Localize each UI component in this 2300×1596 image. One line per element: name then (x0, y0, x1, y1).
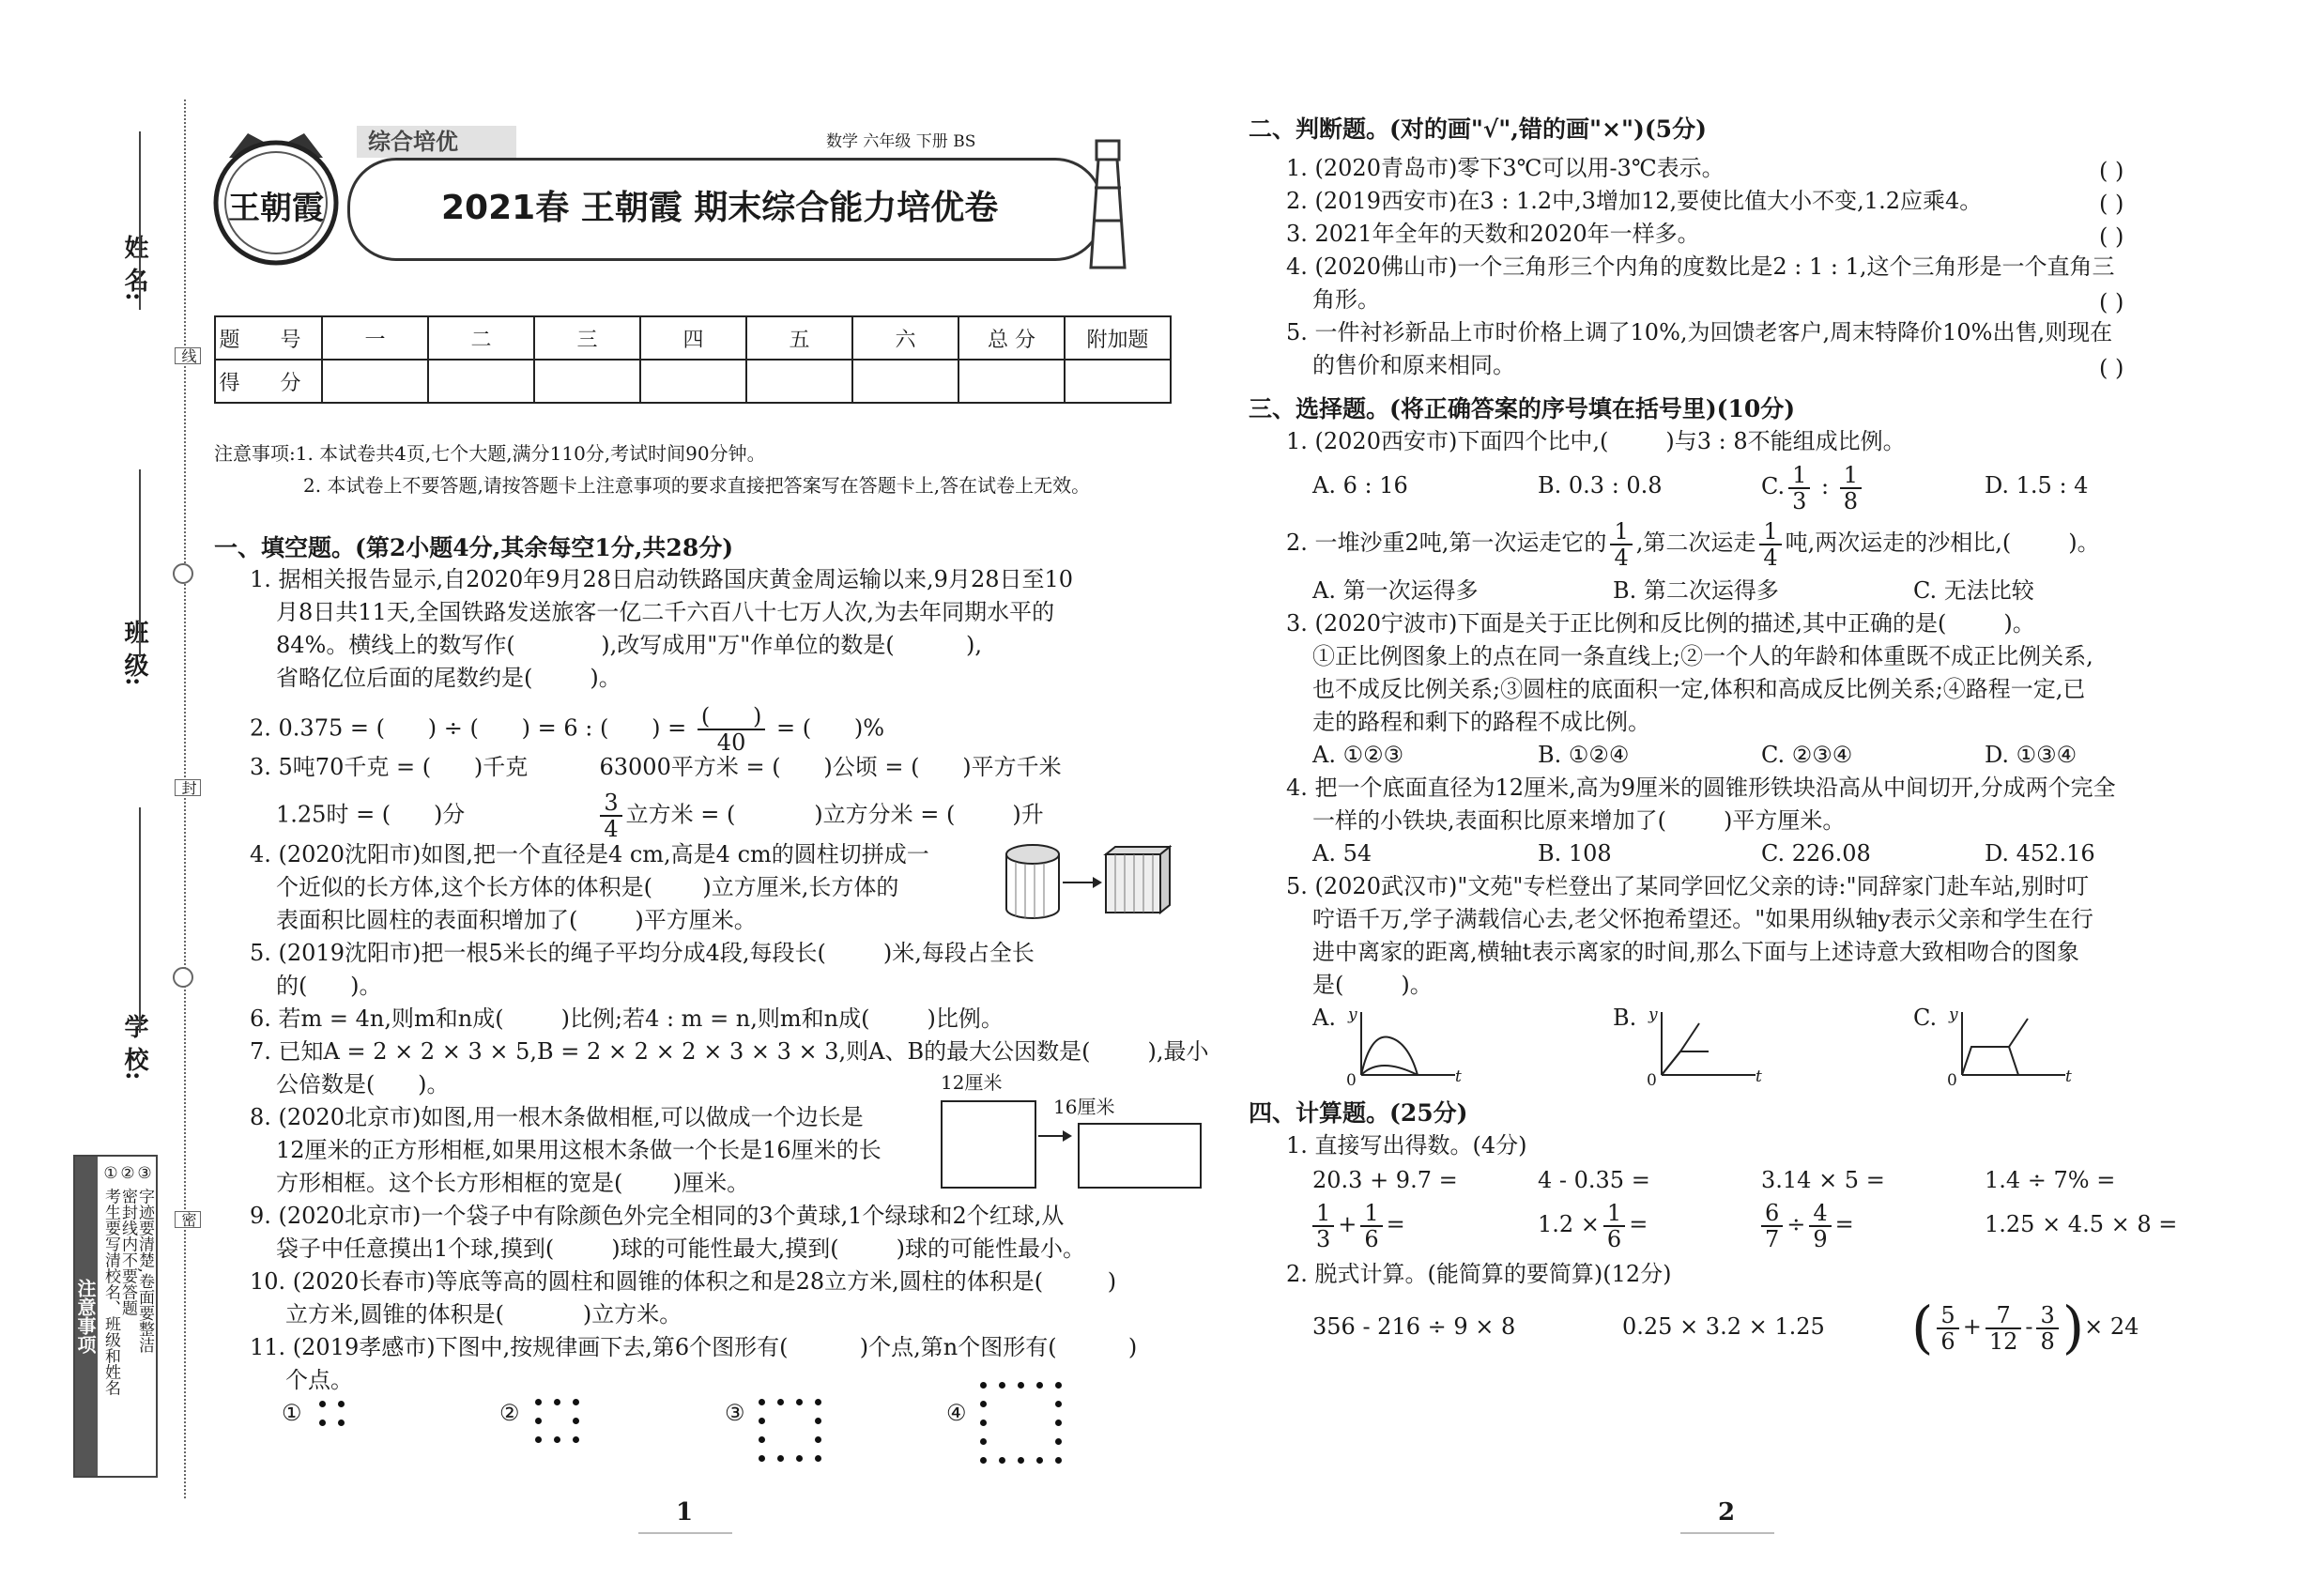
s2-q4-b: 角形。 (1312, 286, 1380, 313)
class-label: 班 级: (120, 620, 148, 686)
frac-num: 7 (1986, 1303, 2022, 1329)
s3-q1-optC-label: C. (1761, 473, 1786, 499)
frac-num: 1 (1610, 519, 1632, 545)
s3-q4-optD[interactable]: D. 452.16 (1985, 840, 2095, 867)
section2-title: 二、判断题。(对的画"√",错的画"×")(5分) (1249, 115, 1707, 143)
axis-t-label: t (1455, 1067, 1462, 1086)
frac (1937, 1303, 1958, 1354)
seal-mark-xian: 线 (175, 347, 201, 364)
eq: = (1834, 1211, 1854, 1237)
expr-1: 356 - 216 ÷ 9 × 8 (1312, 1313, 1516, 1340)
seal-mark-feng: 封 (175, 779, 201, 796)
axis-y-label: y (1949, 1005, 1958, 1024)
s3-q2-frac1 (1610, 519, 1632, 570)
eq: = (1629, 1211, 1648, 1237)
q8-line-b: 12厘米的正方形相框,如果用这根木条做一个长是16厘米的长 (276, 1137, 882, 1163)
frac-num: 1 (1759, 519, 1781, 545)
q8-line-a: 8. (2020北京市)如图,用一根木条做相框,可以做成一个边长是 (250, 1104, 864, 1130)
axis-origin-label: 0 (1947, 1071, 1957, 1090)
frac-num: 1 (1788, 463, 1810, 489)
section4-title: 四、计算题。(25分) (1249, 1099, 1468, 1127)
seal-mark-mi: 密 (175, 1211, 201, 1228)
score-cell: 题 号 (215, 316, 322, 360)
score-cell: 一 (322, 316, 428, 360)
calc-8: 1.25 × 4.5 × 8 = (1985, 1211, 2178, 1237)
q11-line-b: 个点。 (285, 1367, 353, 1393)
s3-q1-optC[interactable]: C. $\frac{1}{3}$ : $\frac{1}{8}$ (1761, 460, 1865, 514)
s3-q5-c: 进中离家的距离,横轴t表示离家的时间,那么下面与上述诗意大致相吻合的图象 (1312, 939, 2079, 965)
s3-q3-optD[interactable]: D. ①③④ (1985, 742, 2078, 768)
punch-hole-2 (173, 967, 193, 988)
s2-q5-b: 的售价和原来相同。 (1312, 352, 1515, 378)
score-cell: 三 (534, 316, 640, 360)
q3-line-b (276, 790, 1044, 841)
frac-den: 6 (1606, 1225, 1622, 1252)
q8-square (941, 1100, 1036, 1189)
s3-q3-optC[interactable]: C. ②③④ (1761, 742, 1853, 768)
calc-7 (1757, 1198, 1854, 1251)
s3-q2-text-b: ,第二次运走 (1635, 529, 1756, 556)
score-cell: 总 分 (958, 316, 1065, 360)
score-cell: 附加题 (1065, 316, 1171, 360)
calc-6 (1538, 1198, 1648, 1251)
q8-label-square: 12厘米 (941, 1071, 1003, 1094)
s2-q2: 2. (2019西安市)在3 : 1.2中,3增加12,要使比值大小不变,1.2应乘4。 (1286, 188, 1983, 214)
calc-6-text: 1.2 × (1538, 1211, 1600, 1237)
q2-frac-den: 40 (716, 729, 746, 756)
q4-line-b: 个近似的长方体,这个长方体的体积是( )立方厘米,长方体的 (276, 874, 899, 900)
section3-title: 三、选择题。(将正确答案的序号填在括号里)(10分) (1249, 395, 1796, 422)
score-input[interactable] (534, 360, 640, 403)
calc-5 (1309, 1198, 1405, 1251)
q3-text-b1: 1.25时 = ( )分 (276, 801, 466, 828)
q11-line-a: 11. (2019孝感市)下图中,按规律画下去,第6个图形有( )个点,第n个图形有( ) (250, 1334, 1138, 1360)
axis-origin-label: 0 (1346, 1071, 1357, 1090)
q2-text-a: 2. 0.375 = ( ) ÷ ( ) = 6 : ( ) = (250, 714, 694, 742)
exam-title: 2021春 王朝霞 期末综合能力培优卷 (441, 189, 999, 227)
school-line (139, 807, 141, 1033)
score-input[interactable] (640, 360, 746, 403)
dot-figure-3 (759, 1399, 834, 1474)
score-input[interactable] (746, 360, 852, 403)
score-value-row (215, 360, 1171, 403)
s3-q4-optA[interactable]: A. 54 (1312, 840, 1372, 867)
s3-q3-optB[interactable]: B. ①②④ (1538, 742, 1630, 768)
s3-q5-a: 5. (2020武汉市)"文苑"专栏登出了某同学回忆父亲的诗:"同辞家门赴车站,别时叮 (1286, 873, 2090, 899)
frac (1360, 1201, 1382, 1251)
s3-q1-optA[interactable]: A. 6 : 16 (1312, 472, 1408, 499)
class-line (139, 469, 141, 657)
axis-t-label: t (1756, 1067, 1762, 1086)
expr-3-tail: × 24 (2084, 1313, 2139, 1340)
axis-y-label: y (1348, 1005, 1357, 1024)
s2-q4-answer[interactable]: ( ) (2099, 289, 2124, 315)
frac-num: 1 (1840, 463, 1862, 489)
notice-item-1: ① 考生要写清校名、班级和姓名 (101, 1164, 120, 1396)
q5-line-a: 5. (2019沈阳市)把一根5米长的绳子平均分成4段,每段长( )米,每段占全长 (250, 940, 1035, 966)
notes-line-2: 2. 本试卷上不要答题,请按答题卡上注意事项的要求直接把答案写在答题卡上,答在试卷上无效。 (303, 474, 1091, 497)
expr-3 (1911, 1294, 2139, 1359)
s3-q5-graph-a[interactable] (1342, 1005, 1474, 1089)
q3-line-a: 3. 5吨70千克 = ( )千克 63000平方米 = ( )公顷 = ( )平方千米 (250, 754, 1062, 780)
q10-line-a: 10. (2020长春市)等底等高的圆柱和圆锥的体积之和是28立方米,圆柱的体积是( ) (250, 1268, 1117, 1295)
score-header-row (215, 316, 1171, 360)
name-line (139, 131, 141, 310)
page-ornament-left (638, 1532, 732, 1534)
score-cell: 六 (852, 316, 958, 360)
header-meta: 数学 六年级 下册 BS (826, 132, 976, 151)
q7-line-a: 7. 已知A = 2 × 2 × 3 × 5,B = 2 × 2 × 2 × 3 × 3 × 3,则A、B的最大公因数是( ),最小 (250, 1038, 1209, 1065)
op: + (1962, 1313, 1982, 1340)
q9-line-a: 9. (2020北京市)一个袋子中有除颜色外完全相同的3个黄球,1个绿球和2个红球,从 (250, 1203, 1065, 1229)
expr-2: 0.25 × 3.2 × 1.25 (1622, 1313, 1825, 1340)
calc-4: 1.4 ÷ 7% = (1985, 1167, 2116, 1193)
notes-line-1: 注意事项:1. 本试卷共4页,七个大题,满分110分,考试时间90分钟。 (214, 442, 766, 465)
s3-q5-optC-label[interactable]: C. (1913, 1005, 1938, 1031)
s3-q2-text-a: 2. 一堆沙重2吨,第一次运走它的 (1286, 529, 1607, 556)
frac-num: 5 (1937, 1303, 1958, 1329)
s3-q1-frac1 (1788, 463, 1810, 514)
q1-line-c: 84%。横线上的数写作( ),改写成用"万"作单位的数是( ), (276, 632, 982, 658)
q3-fraction (600, 790, 621, 841)
s2-q2-answer[interactable]: ( ) (2099, 191, 2124, 217)
s2-q5-a: 5. 一件衬衫新品上市时价格上调了10%,为回馈老客户,周末特降价10%出售,则现在 (1286, 319, 2113, 345)
q8-label-rect: 16厘米 (1053, 1096, 1115, 1118)
score-cell: 得 分 (215, 360, 322, 403)
s3-q5-optB-label[interactable]: B. (1613, 1005, 1637, 1031)
score-cell: 二 (428, 316, 534, 360)
q5-line-b: 的( )。 (276, 973, 382, 999)
frac (2036, 1303, 2058, 1354)
frac (1603, 1201, 1625, 1251)
brand-logo (201, 120, 351, 270)
frac-num: 1 (1360, 1201, 1382, 1227)
frac-den: 6 (1364, 1225, 1379, 1252)
s2-q3: 3. 2021年全年的天数和2020年一样多。 (1286, 221, 1700, 247)
page-number-left: 1 (676, 1498, 694, 1527)
q10-line-b: 立方米,圆锥的体积是( )立方米。 (285, 1301, 682, 1327)
header-subtitle: 综合培优 (368, 128, 458, 155)
frac-den: 7 (1765, 1225, 1780, 1252)
fig-label-4: ④ (946, 1400, 967, 1426)
axis-t-label: t (2065, 1067, 2072, 1086)
s3-q2-frac2 (1759, 519, 1781, 570)
fig-label-1: ① (282, 1400, 302, 1426)
calc-1: 20.3 + 9.7 = (1312, 1167, 1458, 1193)
section1-title: 一、填空题。(第2小题4分,其余每空1分,共28分) (214, 534, 734, 561)
lighthouse-icon (1080, 131, 1136, 272)
dot-figure-1 (319, 1399, 357, 1436)
s4-sub2: 2. 脱式计算。(能简算的要简算)(12分) (1286, 1261, 1672, 1287)
s3-q1: 1. (2020西安市)下面四个比中,( )与3 : 8不能组成比例。 (1286, 428, 1906, 454)
q1-line-d: 省略亿位后面的尾数约是( )。 (276, 665, 621, 691)
q6-line: 6. 若m = 4n,则m和n成( )比例;若4 : m = n,则m和n成( )比例。 (250, 1005, 1004, 1032)
fig-label-3: ③ (725, 1400, 745, 1426)
q2-line (250, 704, 884, 755)
page-ornament-right (1680, 1532, 1774, 1534)
notice-item-2: ② 密封线内不要答题 (118, 1164, 137, 1316)
eq: = (1386, 1211, 1405, 1237)
score-input[interactable] (852, 360, 958, 403)
fig-label-2: ② (499, 1400, 520, 1426)
s2-q5-answer[interactable]: ( ) (2099, 355, 2124, 381)
s3-q4-a: 4. 把一个底面直径为12厘米,高为9厘米的圆锥形铁块沿高从中间切开,分成两个完全 (1286, 775, 2116, 801)
cut-line (184, 100, 186, 1498)
frac-den: 8 (2040, 1327, 2055, 1355)
s3-q3-d: 走的路程和剩下的路程不成比例。 (1312, 709, 1650, 735)
s3-q3-c: 也不成反比例关系;③圆柱的底面积一定,体积和高成反比例关系;④路程一定,已 (1312, 676, 2086, 702)
score-input[interactable] (322, 360, 428, 403)
q3-frac-num: 3 (600, 790, 621, 817)
axis-y-label: y (1648, 1005, 1658, 1024)
q4-line-a: 4. (2020沈阳市)如图,把一个直径是4 cm,高是4 cm的圆柱切拼成一 (250, 841, 929, 867)
frac-num: 4 (1809, 1201, 1831, 1227)
frac (1761, 1201, 1783, 1251)
s3-q5-graph-b[interactable] (1643, 1005, 1774, 1089)
frac-den: 4 (1763, 544, 1778, 571)
q9-line-b: 袋子中任意摸出1个球,摸到( )球的可能性最大,摸到( )球的可能性最小。 (276, 1235, 1086, 1262)
frac-num: 1 (1603, 1201, 1625, 1227)
frac-den: 3 (1792, 487, 1807, 514)
calc-2: 4 - 0.35 = (1538, 1167, 1650, 1193)
s3-q5-b: 咛语千万,学子满载信心去,老父怀抱希望还。"如果用纵轴y表示父亲和学生在行 (1312, 906, 2093, 932)
q2-frac-num: ( ) (698, 704, 766, 730)
page-number-right: 2 (1718, 1498, 1736, 1527)
frac-den: 4 (1614, 544, 1629, 571)
s3-q4-b: 一样的小铁块,表面积比原来增加了( )平方厘米。 (1312, 807, 1846, 834)
frac-num: 1 (1312, 1201, 1334, 1227)
frac-den: 8 (1843, 487, 1859, 514)
s3-q5-d: 是( )。 (1312, 972, 1433, 998)
op: + (1338, 1211, 1357, 1237)
op: - (2025, 1313, 2033, 1340)
s3-q5-graph-c[interactable] (1943, 1005, 2084, 1089)
q3-frac-den: 4 (604, 816, 619, 842)
name-label: 姓 名: (120, 235, 148, 301)
frac (1986, 1303, 2022, 1354)
frac-den: 3 (1316, 1225, 1331, 1252)
q4-line-c: 表面积比圆柱的表面积增加了( )平方厘米。 (276, 907, 757, 933)
calc-3: 3.14 × 5 = (1761, 1167, 1885, 1193)
s3-q2-optA[interactable]: A. 第一次运得多 (1312, 577, 1479, 604)
punch-hole-1 (173, 563, 193, 584)
cylinder-figure (1003, 841, 1172, 922)
s3-q4-optB[interactable]: B. 108 (1538, 840, 1612, 867)
score-table (214, 315, 1172, 404)
right-paren: ) (2062, 1295, 2085, 1361)
notice-box (73, 1155, 158, 1478)
s3-q2-optC[interactable]: C. 无法比较 (1913, 577, 2034, 604)
s3-q1-frac2 (1840, 463, 1862, 514)
axis-origin-label: 0 (1647, 1071, 1657, 1090)
frac (1312, 1201, 1334, 1251)
notice-item-3: ③ 字迹要清楚,卷面要整洁 (135, 1164, 154, 1353)
q3-text-b2: 立方米 = ( )立方分米 = ( )升 (625, 801, 1044, 828)
score-input[interactable] (428, 360, 534, 403)
frac-den: 9 (1813, 1225, 1828, 1252)
s2-q4-a: 4. (2020佛山市)一个三角形三个内角的度数比是2 : 1 : 1,这个三角形是一个直角三 (1286, 253, 2115, 280)
score-input[interactable] (958, 360, 1065, 403)
s4-sub1: 1. 直接写出得数。(4分) (1286, 1132, 1527, 1159)
q7-line-b: 公倍数是( )。 (276, 1071, 450, 1097)
frac-num: 6 (1761, 1201, 1783, 1227)
s3-q2-text-c: 吨,两次运走的沙相比,( )。 (1785, 529, 2100, 556)
op: ÷ (1786, 1211, 1806, 1237)
frac (1809, 1201, 1831, 1251)
s2-q1: 1. (2020青岛市)零下3℃可以用-3℃表示。 (1286, 155, 1725, 181)
q2-fraction (698, 704, 766, 755)
score-cell: 四 (640, 316, 746, 360)
dot-figure-4 (980, 1382, 1074, 1476)
s2-q3-answer[interactable]: ( ) (2099, 223, 2124, 250)
frac-den: 12 (1988, 1327, 2018, 1355)
score-cell: 五 (746, 316, 852, 360)
s3-q3-optA[interactable]: A. ①②③ (1312, 742, 1404, 768)
q1-line-a: 1. 据相关报告显示,自2020年9月28日启动铁路国庆黄金周运输以来,9月28日至10 (250, 566, 1074, 592)
s3-q1-optD[interactable]: D. 1.5 : 4 (1985, 472, 2089, 499)
q1-line-b: 月8日共11天,全国铁路发送旅客一亿二千六百八十七万人次,为去年同期水平的 (276, 599, 1055, 625)
s3-q1-optB[interactable]: B. 0.3 : 0.8 (1538, 472, 1663, 499)
s2-q1-answer[interactable]: ( ) (2099, 158, 2124, 184)
q2-text-b: = ( )% (769, 714, 884, 742)
s3-q5-optA-label[interactable]: A. (1312, 1005, 1336, 1031)
left-paren: ( (1911, 1295, 1934, 1361)
s3-q3-a: 3. (2020宁波市)下面是关于正比例和反比例的描述,其中正确的是( )。 (1286, 610, 2035, 637)
notice-title: 注意事项 (75, 1157, 98, 1476)
school-label: 学 校: (120, 1014, 148, 1081)
q8-line-c: 方形相框。这个长方形相框的宽是( )厘米。 (276, 1170, 750, 1196)
s3-q2 (1286, 516, 2100, 570)
s3-q4-optC[interactable]: C. 226.08 (1761, 840, 1871, 867)
dot-figure-2 (535, 1399, 591, 1455)
logo-text: 王朝霞 (228, 190, 324, 227)
frac-den: 6 (1940, 1327, 1955, 1355)
s3-q3-b: ①正比例图象上的点在同一条直线上;②一个人的年龄和体重既不成正比例关系, (1312, 643, 2093, 669)
score-input[interactable] (1065, 360, 1171, 403)
q8-rectangle (1078, 1123, 1202, 1189)
frac-num: 3 (2036, 1303, 2058, 1329)
s3-q2-optB[interactable]: B. 第二次运得多 (1613, 577, 1779, 604)
